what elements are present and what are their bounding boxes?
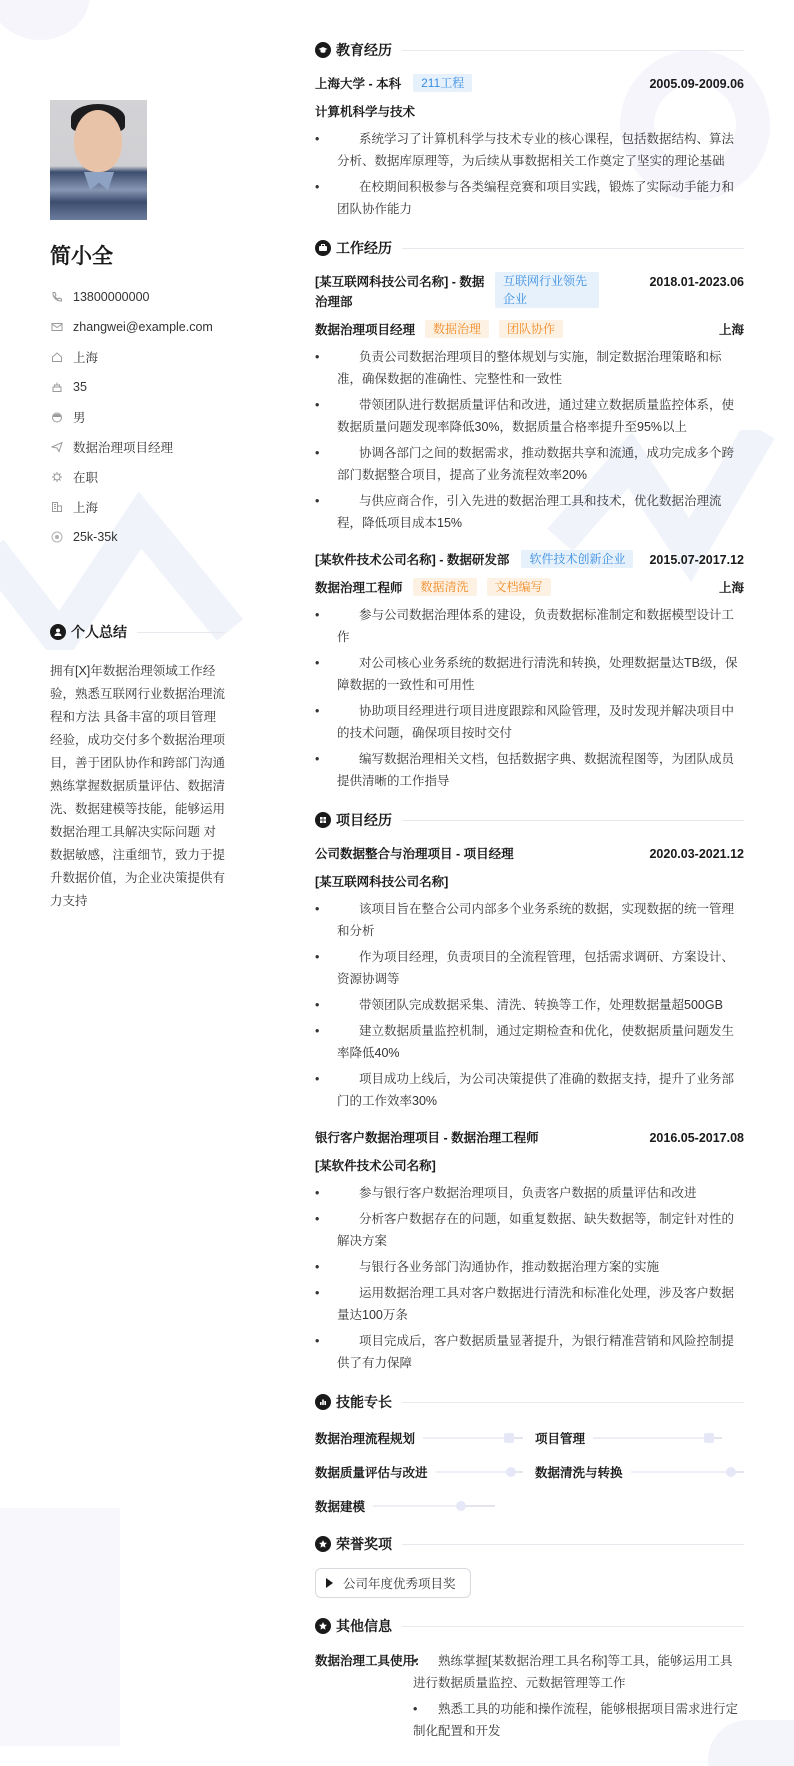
list-item: • 熟练掌握[某数据治理工具名称]等工具，能够运用工具进行数据质量监控、元数据管理等工作	[413, 1650, 744, 1694]
project-date: 2016.05-2017.08	[649, 1131, 744, 1145]
list-item: • 参与公司数据治理体系的建设，负责数据标准制定和数据模型设计工作	[337, 604, 744, 648]
work-heading: 工作经历	[315, 238, 744, 258]
avatar-photo	[50, 100, 147, 220]
role-title: 数据治理工程师	[315, 581, 403, 595]
project-bullets	[337, 898, 744, 1112]
list-item: • 协调各部门之间的数据需求，推动数据共享和流通，成功完成多个跨部门数据整合项目，提高了业务流程效率20%	[337, 442, 744, 486]
list-item: • 该项目旨在整合公司内部多个业务系统的数据，实现数据的统一管理和分析	[337, 898, 744, 942]
other-info-row	[315, 1650, 744, 1746]
info-age	[50, 372, 213, 402]
list-item: • 与供应商合作，引入先进的数据治理工具和技术，优化数据治理流程，降低项目成本15%	[337, 490, 744, 534]
work-date: 2015.07-2017.12	[649, 553, 744, 567]
school-tag: 211工程	[413, 74, 472, 92]
work-location: 上海	[718, 323, 744, 337]
salary-value: 25k-35k	[73, 530, 118, 544]
work-date: 2018.01-2023.06	[649, 275, 744, 289]
mail-icon	[50, 320, 64, 334]
heading-divider	[402, 1626, 744, 1627]
heading-divider	[402, 820, 744, 821]
skills-section	[315, 1392, 744, 1516]
summary-heading: 个人总结	[50, 622, 225, 642]
summary-text: 拥有[X]年数据治理领域工作经验，熟悉互联网行业数据治理流程和方法 具备丰富的项目管理经验，成功交付多个数据治理项目，善于团队协作和跨部门沟通 熟练掌握数据质量评估、数据清洗、数据建模等技能，能够运用数据治理工具解决实际问题 对数据敏感，注重细节，致力于提升数据价值，为企业决策提供有力支持	[50, 664, 226, 908]
other-info-heading: 其他信息	[315, 1616, 744, 1636]
info-email	[50, 312, 213, 342]
bar-chart-icon	[315, 1394, 331, 1410]
school-name: 上海大学 - 本科	[315, 77, 402, 91]
other-info-section	[315, 1616, 744, 1746]
info-phone	[50, 282, 213, 312]
education-bullets	[337, 128, 744, 220]
other-info-label: 数据治理工具使用:	[315, 1654, 420, 1668]
skill-level-bar	[373, 1505, 495, 1507]
major: 计算机科学与技术	[315, 105, 416, 119]
decor-circle	[0, 0, 90, 40]
awards-section	[315, 1534, 744, 1598]
candidate-name: 简小全	[50, 245, 113, 268]
company-tag: 软件技术创新企业	[521, 550, 633, 568]
heading-divider	[137, 632, 225, 633]
role-tag: 文档编写	[487, 578, 551, 596]
list-item: • 负责公司数据治理项目的整体规划与实施，制定数据治理策略和标准，确保数据的准确性、完整性和一致性	[337, 346, 744, 390]
info-status	[50, 462, 213, 492]
city-value: 上海	[73, 501, 99, 515]
info-gender	[50, 402, 213, 432]
list-item: • 在校期间积极参与各类编程竞赛和项目实践，锻炼了实际动手能力和团队协作能力	[337, 176, 744, 220]
heading-divider	[402, 50, 744, 51]
info-city	[50, 492, 213, 522]
skill-level-bar	[436, 1471, 523, 1473]
education-section	[315, 40, 744, 220]
role-tag: 数据清洗	[413, 578, 477, 596]
projects-section	[315, 810, 744, 1374]
list-item: • 项目成功上线后，为公司决策提供了准确的数据支持，提升了业务部门的工作效率30%	[337, 1068, 744, 1112]
heading-divider	[402, 248, 744, 249]
list-item: • 带领团队完成数据采集、清洗、转换等工作，处理数据量超500GB	[337, 994, 744, 1016]
skill-item: 数据质量评估与改进	[315, 1462, 535, 1482]
status-value: 在职	[73, 471, 99, 485]
project-entry	[315, 1128, 744, 1374]
other-info-bullets	[413, 1650, 744, 1746]
decor-rect	[0, 1508, 120, 1746]
project-date: 2020.03-2021.12	[649, 847, 744, 861]
list-item: • 建立数据质量监控机制，通过定期检查和优化，使数据质量问题发生率降低40%	[337, 1020, 744, 1064]
position-icon	[50, 440, 64, 454]
work-location: 上海	[718, 581, 744, 595]
skill-level-bar	[593, 1437, 722, 1439]
award-star-icon	[315, 1536, 331, 1552]
user-icon	[50, 624, 66, 640]
skill-level-bar	[423, 1437, 523, 1439]
list-item: • 协助项目经理进行项目进度跟踪和风险管理，及时发现并解决项目中的技术问题，确保项目按时交付	[337, 700, 744, 744]
list-item: • 分析客户数据存在的问题，如重复数据、缺失数据等，制定针对性的解决方案	[337, 1208, 744, 1252]
age-icon	[50, 380, 64, 394]
education-entry	[315, 74, 744, 220]
graduation-cap-icon	[315, 42, 331, 58]
phone-value: 13800000000	[73, 290, 150, 304]
main-content	[315, 40, 744, 1764]
award-item-toggle[interactable]: 公司年度优秀项目奖	[315, 1568, 471, 1598]
list-item: • 熟悉工具的功能和操作流程，能够根据项目需求进行定制化配置和开发	[413, 1698, 744, 1742]
work-entry	[315, 550, 744, 792]
info-star-icon	[315, 1618, 331, 1634]
education-heading: 教育经历	[315, 40, 744, 60]
list-item: • 编写数据治理相关文档，包括数据字典、数据流程图等，为团队成员提供清晰的工作指导	[337, 748, 744, 792]
list-item: • 参与银行客户数据治理项目，负责客户数据的质量评估和改进	[337, 1182, 744, 1204]
info-home	[50, 342, 213, 372]
work-bullets	[337, 604, 744, 792]
gender-value: 男	[73, 411, 86, 425]
home-icon	[50, 350, 64, 364]
position-value: 数据治理项目经理	[73, 441, 174, 455]
skill-item: 数据治理流程规划	[315, 1428, 535, 1448]
role-tag: 数据治理	[425, 320, 489, 338]
role-title: 数据治理项目经理	[315, 323, 416, 337]
info-salary	[50, 522, 213, 552]
skill-item: 项目管理	[535, 1428, 744, 1448]
project-bullets	[337, 1182, 744, 1374]
projects-heading: 项目经历	[315, 810, 744, 830]
status-icon	[50, 470, 64, 484]
list-item: • 作为项目经理，负责项目的全流程管理，包括需求调研、方案设计、资源协调等	[337, 946, 744, 990]
project-entry	[315, 844, 744, 1112]
skills-heading: 技能专长	[315, 1392, 744, 1412]
company-name: [某软件技术公司名称] - 数据研发部	[315, 553, 510, 567]
heading-divider	[402, 1402, 744, 1403]
role-tag: 团队协作	[499, 320, 563, 338]
company-name: [某互联网科技公司名称] - 数据治理部	[315, 275, 485, 309]
city-icon	[50, 500, 64, 514]
skill-item: 数据清洗与转换	[535, 1462, 744, 1482]
work-entry	[315, 272, 744, 534]
project-grid-icon	[315, 812, 331, 828]
education-date: 2005.09-2009.06	[649, 77, 744, 91]
contact-info-list	[50, 282, 213, 552]
phone-icon	[50, 290, 64, 304]
list-item: • 运用数据治理工具对客户数据进行清洗和标准化处理，涉及客户数据量达100万条	[337, 1282, 744, 1326]
work-bullets	[337, 346, 744, 534]
project-name: 银行客户数据治理项目 - 数据治理工程师	[315, 1131, 539, 1145]
project-company: [某软件技术公司名称]	[315, 1159, 436, 1173]
list-item: • 项目完成后，客户数据质量显著提升，为银行精准营销和风险控制提供了有力保障	[337, 1330, 744, 1374]
list-item: • 与银行各业务部门沟通协作，推动数据治理方案的实施	[337, 1256, 744, 1278]
skills-grid	[315, 1428, 744, 1516]
salary-icon	[50, 530, 64, 544]
heading-divider	[402, 1544, 744, 1545]
skill-level-bar	[631, 1471, 744, 1473]
info-position	[50, 432, 213, 462]
triangle-right-icon	[326, 1578, 333, 1588]
company-tag: 互联网行业领先企业	[495, 272, 599, 308]
project-name: 公司数据整合与治理项目 - 项目经理	[315, 847, 514, 861]
home-value: 上海	[73, 351, 99, 365]
gender-icon	[50, 410, 64, 424]
project-company: [某互联网科技公司名称]	[315, 875, 449, 889]
awards-heading: 荣誉奖项	[315, 1534, 744, 1554]
skill-item: 数据建模	[315, 1496, 495, 1516]
list-item: • 系统学习了计算机科学与技术专业的核心课程，包括数据结构、算法分析、数据库原理等，为后续从事数据相关工作奠定了坚实的理论基础	[337, 128, 744, 172]
list-item: • 带领团队进行数据质量评估和改进，通过建立数据质量监控体系，使数据质量问题发现率降低30%，数据质量合格率提升至95%以上	[337, 394, 744, 438]
age-value: 35	[73, 380, 87, 394]
briefcase-icon	[315, 240, 331, 256]
email-value: zhangwei@example.com	[73, 320, 213, 334]
list-item: • 对公司核心业务系统的数据进行清洗和转换，处理数据量达TB级，保障数据的一致性和可用性	[337, 652, 744, 696]
summary-section	[50, 622, 225, 913]
work-section	[315, 238, 744, 792]
